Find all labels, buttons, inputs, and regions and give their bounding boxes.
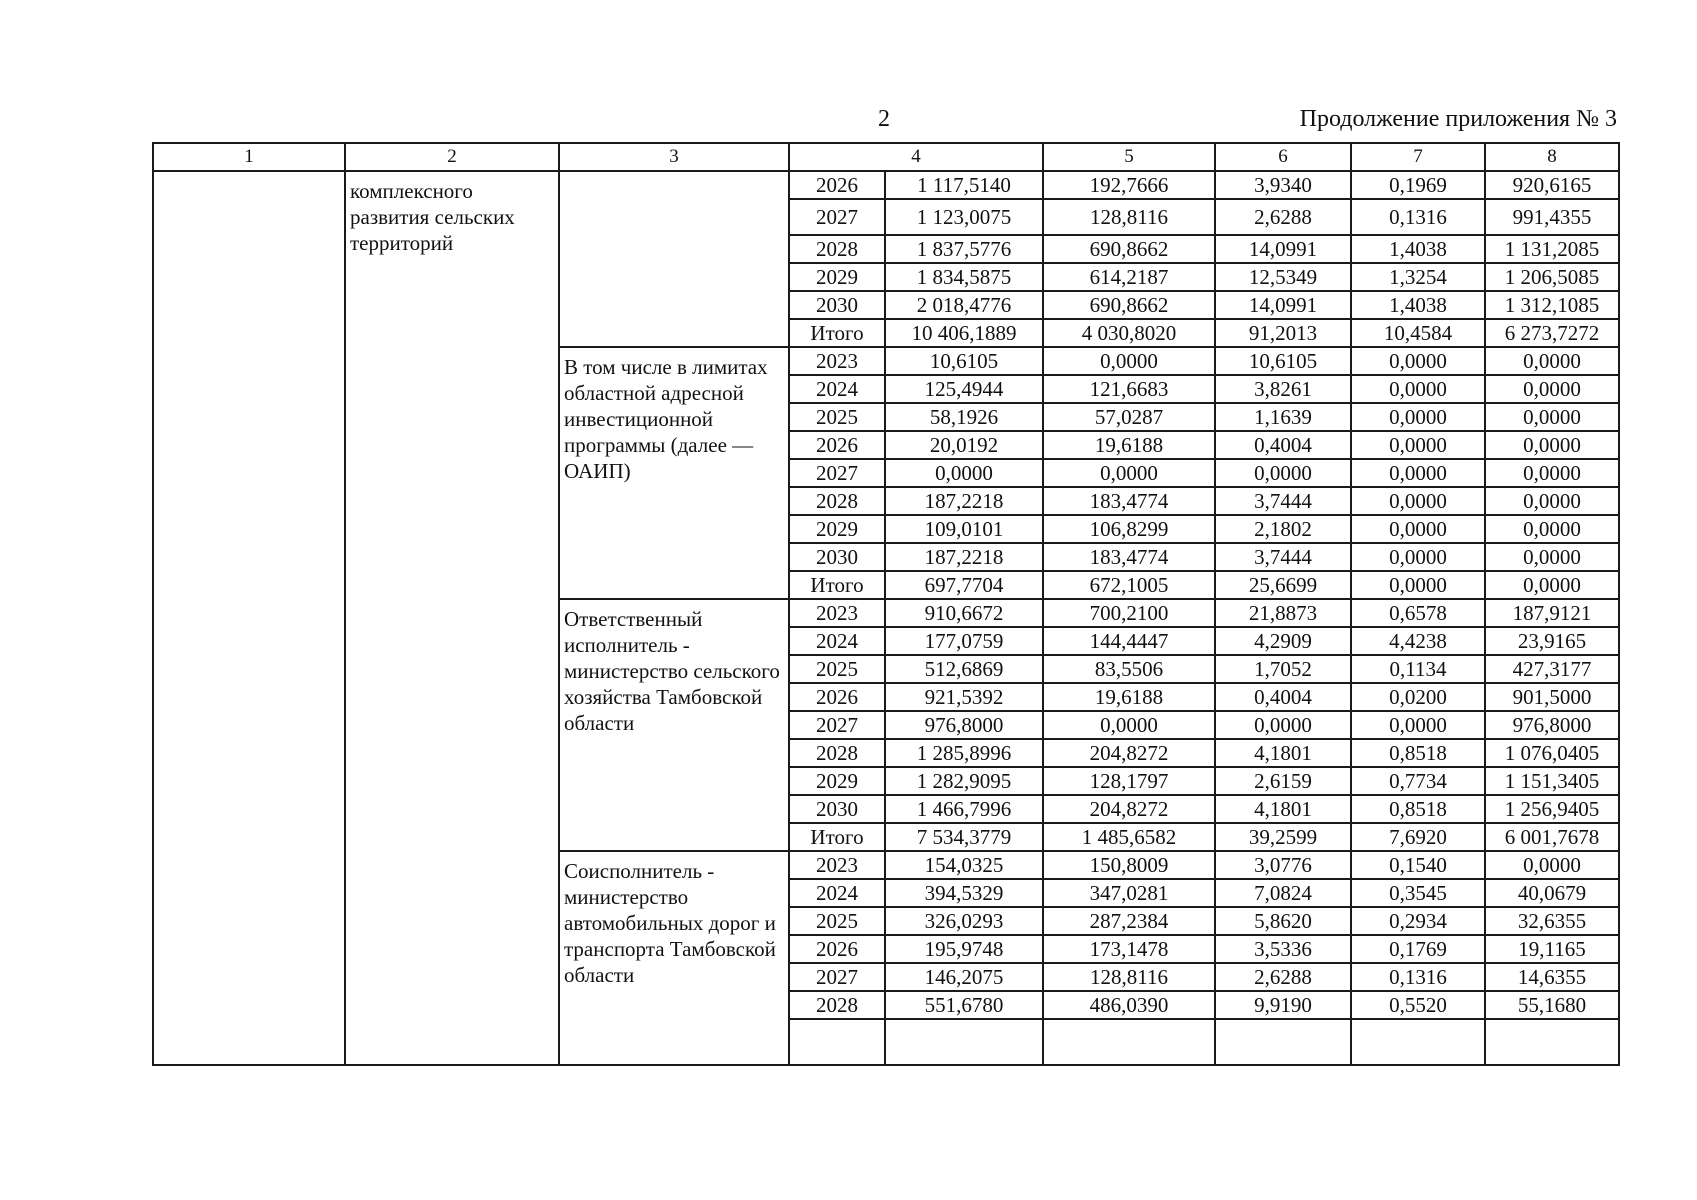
column-number: 4 [789,143,1043,171]
value-cell: 177,0759 [885,627,1043,655]
year-cell: 2030 [789,291,885,319]
empty-cell [1485,1019,1619,1065]
year-cell: 2025 [789,907,885,935]
year-cell: 2027 [789,711,885,739]
value-cell: 0,0000 [1351,403,1485,431]
value-cell: 58,1926 [885,403,1043,431]
value-cell: 5,8620 [1215,907,1351,935]
column-number: 1 [153,143,345,171]
value-cell: 7,6920 [1351,823,1485,851]
value-cell: 0,1316 [1351,963,1485,991]
value-cell: 326,0293 [885,907,1043,935]
value-cell: 25,6699 [1215,571,1351,599]
budget-table [152,142,1620,1066]
value-cell: 1 256,9405 [1485,795,1619,823]
value-cell: 183,4774 [1043,487,1215,515]
value-cell: 3,5336 [1215,935,1351,963]
value-cell: 146,2075 [885,963,1043,991]
empty-cell [1351,1019,1485,1065]
value-cell: 3,8261 [1215,375,1351,403]
value-cell: 2,6288 [1215,963,1351,991]
year-cell: 2024 [789,879,885,907]
value-cell: 19,1165 [1485,935,1619,963]
value-cell: 128,8116 [1043,963,1215,991]
value-cell: 0,0000 [1351,571,1485,599]
value-cell: 0,5520 [1351,991,1485,1019]
year-cell: 2023 [789,347,885,375]
value-cell: 690,8662 [1043,235,1215,263]
value-cell: 7,0824 [1215,879,1351,907]
group-label-cell [559,171,789,347]
value-cell: 57,0287 [1043,403,1215,431]
value-cell: 512,6869 [885,655,1043,683]
value-cell: 14,0991 [1215,235,1351,263]
group-label-cell: В том числе в лимитах областной адресной инвестиционной программы (далее — ОАИП) [559,347,789,599]
year-cell: 2024 [789,627,885,655]
value-cell: 0,0000 [1043,711,1215,739]
year-cell: 2030 [789,543,885,571]
value-cell: 0,1540 [1351,851,1485,879]
value-cell: 0,0000 [1485,431,1619,459]
year-cell: 2026 [789,935,885,963]
value-cell: 91,2013 [1215,319,1351,347]
value-cell: 0,1969 [1351,171,1485,199]
value-cell: 150,8009 [1043,851,1215,879]
year-cell: 2026 [789,683,885,711]
value-cell: 0,0000 [1351,347,1485,375]
value-cell: 4,1801 [1215,739,1351,767]
value-cell: 921,5392 [885,683,1043,711]
value-cell: 3,0776 [1215,851,1351,879]
value-cell: 128,1797 [1043,767,1215,795]
value-cell: 1 151,3405 [1485,767,1619,795]
value-cell: 697,7704 [885,571,1043,599]
value-cell: 10 406,1889 [885,319,1043,347]
continuation-label: Продолжение приложения № 3 [1299,106,1617,132]
year-cell: 2027 [789,199,885,235]
value-cell: 109,0101 [885,515,1043,543]
value-cell: 144,4447 [1043,627,1215,655]
value-cell: 1 131,2085 [1485,235,1619,263]
value-cell: 10,4584 [1351,319,1485,347]
value-cell: 690,8662 [1043,291,1215,319]
value-cell: 20,0192 [885,431,1043,459]
value-cell: 14,0991 [1215,291,1351,319]
value-cell: 0,6578 [1351,599,1485,627]
value-cell: 106,8299 [1043,515,1215,543]
value-cell: 3,9340 [1215,171,1351,199]
value-cell: 901,5000 [1485,683,1619,711]
value-cell: 0,1134 [1351,655,1485,683]
value-cell: 1,3254 [1351,263,1485,291]
value-cell: 23,9165 [1485,627,1619,655]
column-number: 5 [1043,143,1215,171]
value-cell: 0,3545 [1351,879,1485,907]
value-cell: 991,4355 [1485,199,1619,235]
value-cell: 0,0000 [1485,851,1619,879]
value-cell: 1,4038 [1351,291,1485,319]
value-cell: 4,2909 [1215,627,1351,655]
value-cell: 427,3177 [1485,655,1619,683]
value-cell: 1 837,5776 [885,235,1043,263]
value-cell: 0,2934 [1351,907,1485,935]
value-cell: 4 030,8020 [1043,319,1215,347]
year-cell: 2025 [789,655,885,683]
value-cell: 1 076,0405 [1485,739,1619,767]
year-cell: 2027 [789,459,885,487]
value-cell: 1 285,8996 [885,739,1043,767]
value-cell: 0,0000 [1351,515,1485,543]
value-cell: 187,2218 [885,487,1043,515]
value-cell: 0,0000 [1351,375,1485,403]
value-cell: 0,8518 [1351,795,1485,823]
column-number: 2 [345,143,559,171]
value-cell: 4,1801 [1215,795,1351,823]
value-cell: 1 123,0075 [885,199,1043,235]
value-cell: 0,0000 [1215,459,1351,487]
program-name-cell: комплексного развития сельских территорий [345,171,559,1065]
value-cell: 187,2218 [885,543,1043,571]
value-cell: 0,0000 [1351,543,1485,571]
value-cell: 1,4038 [1351,235,1485,263]
value-cell: 6 001,7678 [1485,823,1619,851]
value-cell: 173,1478 [1043,935,1215,963]
value-cell: 7 534,3779 [885,823,1043,851]
value-cell: 19,6188 [1043,431,1215,459]
value-cell: 0,0000 [1485,543,1619,571]
value-cell: 1,7052 [1215,655,1351,683]
value-cell: 40,0679 [1485,879,1619,907]
page-number: 2 [878,106,890,132]
value-cell: 347,0281 [1043,879,1215,907]
value-cell: 83,5506 [1043,655,1215,683]
empty-cell [1215,1019,1351,1065]
col1-cell [153,171,345,1065]
value-cell: 0,0200 [1351,683,1485,711]
value-cell: 0,0000 [1351,459,1485,487]
value-cell: 0,0000 [1351,431,1485,459]
value-cell: 0,4004 [1215,431,1351,459]
value-cell: 183,4774 [1043,543,1215,571]
year-cell: Итого [789,319,885,347]
value-cell: 0,7734 [1351,767,1485,795]
value-cell: 1 466,7996 [885,795,1043,823]
year-cell: 2029 [789,515,885,543]
value-cell: 32,6355 [1485,907,1619,935]
value-cell: 976,8000 [885,711,1043,739]
year-cell: 2024 [789,375,885,403]
year-cell: Итого [789,823,885,851]
value-cell: 12,5349 [1215,263,1351,291]
year-cell: 2025 [789,403,885,431]
value-cell: 55,1680 [1485,991,1619,1019]
value-cell: 394,5329 [885,879,1043,907]
value-cell: 614,2187 [1043,263,1215,291]
value-cell: 9,9190 [1215,991,1351,1019]
value-cell: 0,0000 [1485,515,1619,543]
column-number: 8 [1485,143,1619,171]
value-cell: 672,1005 [1043,571,1215,599]
value-cell: 204,8272 [1043,795,1215,823]
column-number: 3 [559,143,789,171]
empty-cell [1043,1019,1215,1065]
value-cell: 2,6288 [1215,199,1351,235]
year-cell: 2028 [789,991,885,1019]
value-cell: 1 206,5085 [1485,263,1619,291]
year-cell: 2029 [789,263,885,291]
value-cell: 287,2384 [1043,907,1215,935]
value-cell: 0,0000 [1351,711,1485,739]
value-cell: 551,6780 [885,991,1043,1019]
value-cell: 0,0000 [1485,459,1619,487]
value-cell: 2 018,4776 [885,291,1043,319]
year-cell: 2023 [789,599,885,627]
year-cell: 2028 [789,739,885,767]
value-cell: 0,0000 [1043,347,1215,375]
value-cell: 1 282,9095 [885,767,1043,795]
year-cell: 2030 [789,795,885,823]
value-cell: 154,0325 [885,851,1043,879]
value-cell: 3,7444 [1215,487,1351,515]
year-cell: 2029 [789,767,885,795]
value-cell: 2,6159 [1215,767,1351,795]
value-cell: 0,4004 [1215,683,1351,711]
group-label-cell: Соисполнитель - министерство автомобильных дорог и транспорта Тамбовской области [559,851,789,1065]
group-label-cell: Ответственный исполнитель - министерство сельского хозяйства Тамбовской области [559,599,789,851]
value-cell: 976,8000 [1485,711,1619,739]
value-cell: 0,1316 [1351,199,1485,235]
value-cell: 192,7666 [1043,171,1215,199]
value-cell: 0,0000 [1485,347,1619,375]
value-cell: 39,2599 [1215,823,1351,851]
value-cell: 21,8873 [1215,599,1351,627]
value-cell: 121,6683 [1043,375,1215,403]
value-cell: 128,8116 [1043,199,1215,235]
value-cell: 0,0000 [1485,487,1619,515]
value-cell: 10,6105 [1215,347,1351,375]
value-cell: 1 485,6582 [1043,823,1215,851]
value-cell: 125,4944 [885,375,1043,403]
value-cell: 19,6188 [1043,683,1215,711]
value-cell: 1 834,5875 [885,263,1043,291]
value-cell: 920,6165 [1485,171,1619,199]
column-number: 7 [1351,143,1485,171]
empty-cell [885,1019,1043,1065]
year-cell: 2028 [789,235,885,263]
value-cell: 0,0000 [1485,571,1619,599]
year-cell: 2026 [789,171,885,199]
year-cell: 2028 [789,487,885,515]
value-cell: 486,0390 [1043,991,1215,1019]
value-cell: 195,9748 [885,935,1043,963]
value-cell: 0,0000 [1351,487,1485,515]
value-cell: 0,1769 [1351,935,1485,963]
value-cell: 1 117,5140 [885,171,1043,199]
value-cell: 0,8518 [1351,739,1485,767]
empty-cell [789,1019,885,1065]
value-cell: 6 273,7272 [1485,319,1619,347]
value-cell: 0,0000 [1485,403,1619,431]
value-cell: 3,7444 [1215,543,1351,571]
year-cell: 2027 [789,963,885,991]
value-cell: 14,6355 [1485,963,1619,991]
column-number: 6 [1215,143,1351,171]
value-cell: 4,4238 [1351,627,1485,655]
year-cell: 2023 [789,851,885,879]
value-cell: 1,1639 [1215,403,1351,431]
year-cell: 2026 [789,431,885,459]
table-row [153,171,1619,199]
value-cell: 700,2100 [1043,599,1215,627]
value-cell: 0,0000 [1043,459,1215,487]
value-cell: 0,0000 [1485,375,1619,403]
value-cell: 1 312,1085 [1485,291,1619,319]
value-cell: 187,9121 [1485,599,1619,627]
year-cell: Итого [789,571,885,599]
value-cell: 2,1802 [1215,515,1351,543]
value-cell: 0,0000 [885,459,1043,487]
value-cell: 204,8272 [1043,739,1215,767]
value-cell: 10,6105 [885,347,1043,375]
value-cell: 910,6672 [885,599,1043,627]
value-cell: 0,0000 [1215,711,1351,739]
column-number-row [153,143,1619,171]
